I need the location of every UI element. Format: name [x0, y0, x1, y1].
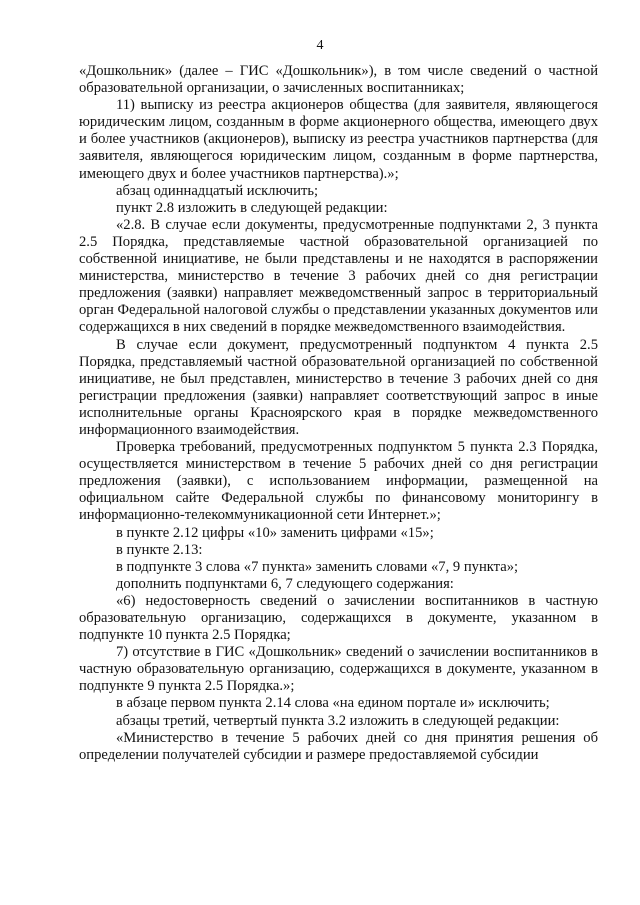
paragraph: «6) недостоверность сведений о зачислении воспитанников в частную образовательную организацию, содержащихся в документе, указанном в подпункте 10 пункта 2.5 Порядка;: [79, 592, 598, 644]
page-number: 4: [316, 38, 324, 53]
paragraph: в подпункте 3 слова «7 пункта» заменить словами «7, 9 пункта»;: [116, 558, 519, 575]
paragraph: дополнить подпунктами 6, 7 следующего содержания:: [116, 575, 454, 592]
paragraph: 7) отсутствие в ГИС «Дошкольник» сведений о зачислении воспитанников в частную образовательную организацию, содержащихся в документе, указанном в подпункте 9 пункта 2.5 Порядка.»;: [79, 644, 598, 695]
paragraph: 11) выписку из реестра акционеров общества (для заявителя, являющегося юридическим лицом, созданным в форме акционерного общества, имеющего двух и более участников (акционеров), выписку из реестра участников партнерства (для заявителя, являющегося юридическим лицом, созданным в форме партнерства, имеющего двух и более участников партнерства).»;: [79, 97, 598, 182]
paragraph: В случае если документ, предусмотренный подпунктом 4 пункта 2.5 Порядка, представляемый частной образовательной организацией по собственной инициативе, не был представлен, министерство в течение 3 рабочих дней со дня регистрации предложения (заявки) направляет соответствующий запрос в иные исполнительные органы Красноярского края в порядке межведомственного информационного взаимодействия.: [79, 336, 598, 438]
paragraph: абзац одиннадцатый исключить;: [116, 182, 319, 199]
paragraph: в пункте 2.13:: [116, 541, 203, 558]
document-body: [79, 63, 598, 764]
paragraph: «2.8. В случае если документы, предусмотренные подпунктами 2, 3 пункта 2.5 Порядка, представляемые частной образовательной организацией по собственной инициативе, не были представлены и не находятся в распоряжении министерства, министерство в течение 3 рабочих дней со дня регистрации предложения (заявки) направляет межведомственный запрос в территориальный орган Федеральной налоговой службы о представлении указанных документов или содержащихся в них сведений в порядке межведомственного взаимодействия.: [79, 216, 598, 336]
paragraph: в абзаце первом пункта 2.14 слова «на едином портале и» исключить;: [116, 695, 550, 712]
paragraph: абзацы третий, четвертый пункта 3.2 изложить в следующей редакции:: [116, 712, 560, 729]
paragraph: Проверка требований, предусмотренных подпунктом 5 пункта 2.3 Порядка, осуществляется министерством в течение 5 рабочих дней со дня регистрации предложения (заявки), с использованием информации, размещенной на официальном сайте Федеральной службы по финансовому мониторингу в информационно-телекоммуникационной сети Интернет.»;: [79, 439, 598, 524]
paragraph: «Дошкольник» (далее – ГИС «Дошкольник»), в том числе сведений о частной образовательной организации, о зачисленных воспитанниках;: [79, 63, 598, 97]
paragraph: пункт 2.8 изложить в следующей редакции:: [116, 199, 388, 216]
paragraph: в пункте 2.12 цифры «10» заменить цифрами «15»;: [116, 524, 434, 541]
paragraph: «Министерство в течение 5 рабочих дней со дня принятия решения об определении получателей субсидии и размере предоставляемой субсидии: [79, 729, 598, 763]
